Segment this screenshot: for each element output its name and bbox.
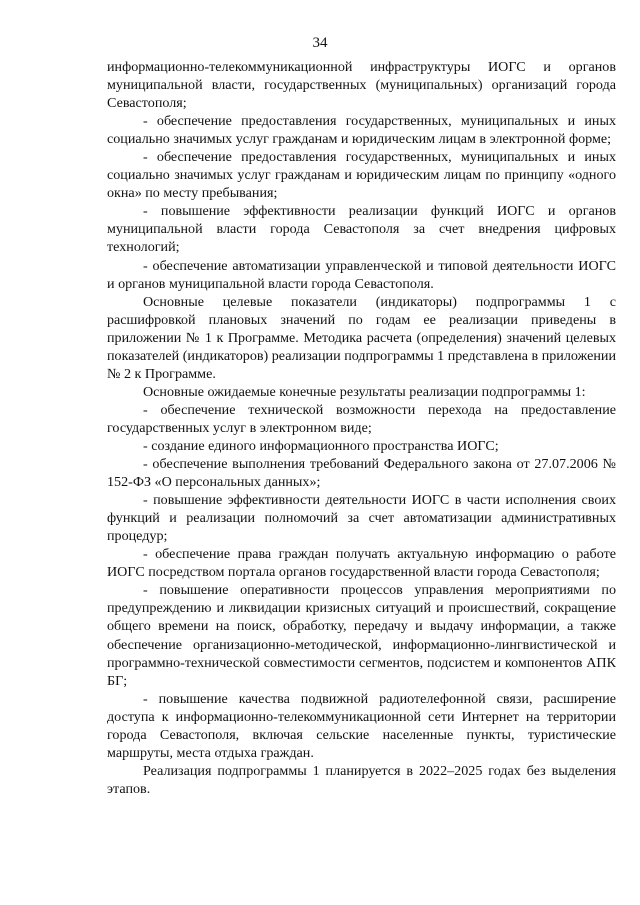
paragraph: - обеспечение выполнения требований Федерального закона от 27.07.2006 № 152-ФЗ «О персональных данных»; <box>107 456 616 491</box>
body-text <box>107 58 616 798</box>
paragraph: Основные ожидаемые конечные результаты реализации подпрограммы 1: <box>143 383 586 400</box>
paragraph: Основные целевые показатели (индикаторы) подпрограммы 1 с расшифровкой плановых значений по годам ее реализации приведены в приложении № 1 к Программе. Методика расчета (определения) значений целевых показателей (индикаторов) реализации подпрограммы 1 представлена в приложении № 2 к Программе. <box>107 293 616 382</box>
paragraph: - обеспечение права граждан получать актуальную информацию о работе ИОГС посредством портала органов государственной власти города Севастополя; <box>107 546 616 581</box>
paragraph: - обеспечение предоставления государственных, муниципальных и иных социально значимых услуг гражданам и юридическим лицам в электронной форме; <box>107 113 616 148</box>
page-number: 34 <box>312 35 328 51</box>
paragraph: - обеспечение автоматизации управленческой и типовой деятельности ИОГС и органов муниципальной власти города Севастополя. <box>107 257 616 292</box>
paragraph: - обеспечение технической возможности перехода на предоставление государственных услуг в электронном виде; <box>107 401 616 436</box>
paragraph: - создание единого информационного пространства ИОГС; <box>143 437 499 454</box>
paragraph: Реализация подпрограммы 1 планируется в 2022–2025 годах без выделения этапов. <box>107 762 616 797</box>
paragraph: - повышение эффективности деятельности ИОГС в части исполнения своих функций и реализации полномочий за счет автоматизации административных процедур; <box>107 492 616 545</box>
paragraph: - повышение эффективности реализации функций ИОГС и органов муниципальной власти города Севастополя за счет внедрения цифровых технологий; <box>107 203 616 256</box>
paragraph: информационно-телекоммуникационной инфраструктуры ИОГС и органов муниципальной власти, государственных (муниципальных) организаций города Севастополя; <box>107 59 616 112</box>
paragraph: - повышение оперативности процессов управления мероприятиями по предупреждению и ликвидации кризисных ситуаций и происшествий, сокращение общего времени на поиск, обработку, передачу и выдачу информации, а также обеспечение организационно-методической, информационно-лингвистической и программно-технической совместимости сегментов, подсистем и компонентов АПК БГ; <box>107 582 616 689</box>
paragraph: - повышение качества подвижной радиотелефонной связи, расширение доступа к информационно-телекоммуникационной сети Интернет на территории города Севастополя, включая сельские населенные пункты, туристические маршруты, места отдыха граждан. <box>107 690 616 761</box>
paragraph: - обеспечение предоставления государственных, муниципальных и иных социально значимых услуг гражданам и юридическим лицам по принципу «одного окна» по месту пребывания; <box>107 149 616 202</box>
